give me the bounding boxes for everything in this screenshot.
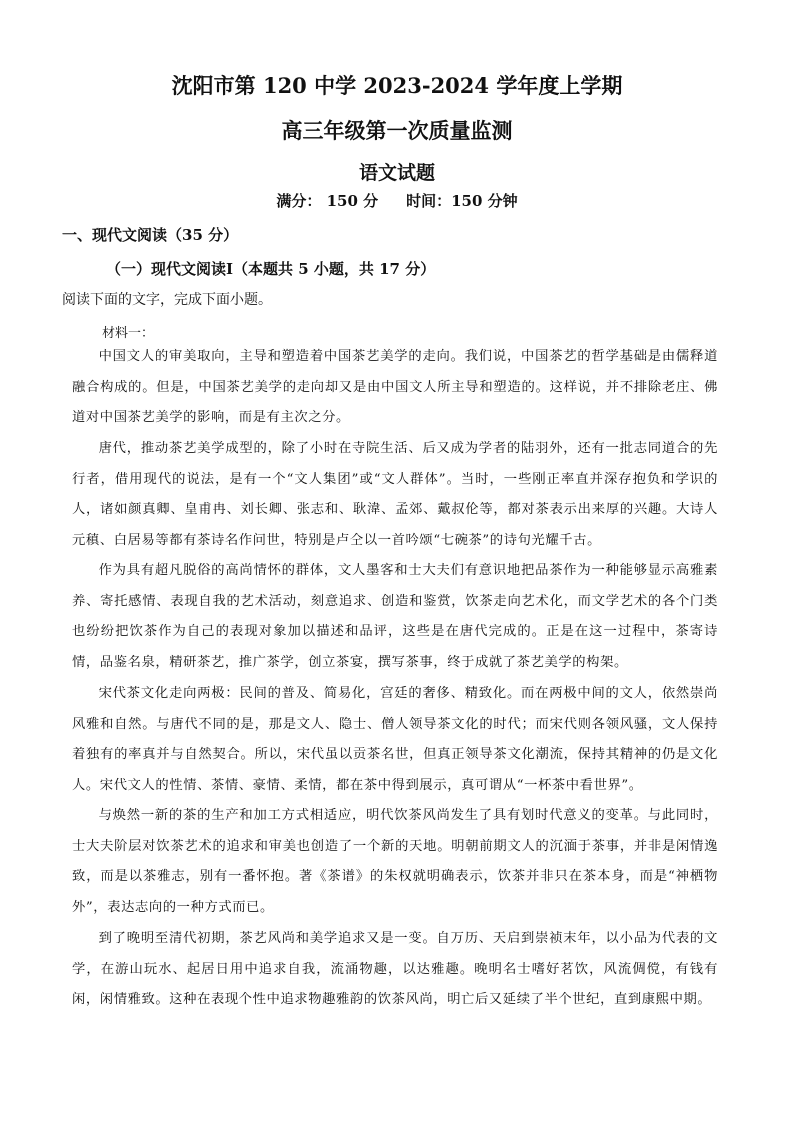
subject-title: 语文试题 bbox=[358, 162, 435, 184]
paragraph: 与焕然一新的茶的生产和加工方式相适应，明代饮茶风尚发生了具有划时代意义的变革。与此同时，士大夫阶层对饮茶艺术的追求和审美也创造了一个新的天地。明朝前期文人的沉湎于茶事，并非是闲情逸致，而是以茶雅志，别有一番怀抱。著《茶谱》的朱权就明确表示，饮茶并非只在茶本身，而是“神栖物外”，表达志向的一种方式而已。 bbox=[72, 808, 718, 915]
score-time-line bbox=[0, 190, 794, 211]
full-score: 满分： 150 分 bbox=[276, 192, 379, 210]
reading-instruction: 阅读下面的文字，完成下面小题。 bbox=[62, 292, 272, 308]
paragraph: 唐代，推动茶艺美学成型的，除了小时在寺院生活、后又成为学者的陆羽外，还有一批志同道合的先行者，借用现代的说法，是有一个“文人集团”或“文人群体”。当时，一些刚正率直并深存抱负和学识的人，诸如颜真卿、皇甫冉、刘长卿、张志和、耿湋、孟郊、戴叔伦等，都对茶表示出来厚的兴趣。大诗人元稹、白居易等都有茶诗名作问世，特别是卢仝以一首吟颂“七碗茶”的诗句光耀千古。 bbox=[72, 441, 718, 548]
paragraph: 到了晚明至清代初期，茶艺风尚和美学追求又是一变。自万历、天启到崇祯末年，以小品为代表的文学，在游山玩水、起居日用中追求自我，流涌物趣，以达雅趣。晚明名士嗜好茗饮，风流倜傥，有钱有闲，闲情雅致。这种在表现个性中追求物趣雅韵的饮茶风尚，明亡后又延续了半个世纪，直到康熙中期。 bbox=[72, 931, 718, 1008]
school-title: 沈阳市第 120 中学 2023-2024 学年度上学期 bbox=[171, 73, 623, 98]
exam-time: 时间：150 分钟 bbox=[406, 192, 518, 210]
paragraph: 中国文人的审美取向，主导和塑造着中国茶艺美学的走向。我们说，中国茶艺的哲学基础是由儒释道融合构成的。但是，中国茶艺美学的走向却又是由中国文人所主导和塑造的。这样说，并不排除老庄、佛道对中国茶艺美学的影响，而是有主次之分。 bbox=[72, 349, 718, 426]
exam-title: 高三年级第一次质量监测 bbox=[281, 118, 513, 143]
section-heading: 一、现代文阅读（35 分） bbox=[62, 226, 239, 244]
paragraph: 作为具有超凡脱俗的高尚情怀的群体，文人墨客和士大夫们有意识地把品茶作为一种能够显示高雅素养、寄托感情、表现自我的艺术活动，刻意追求、创造和鉴赏，饮茶走向艺术化，而文学艺术的各个门类也纷纷把饮茶作为自己的表现对象加以描述和品评，这些是在唐代完成的。正是在这一过程中，茶寄诗情，品鉴名泉，精研茶艺，推广茶学，创立茶宴，撰写茶事，终于成就了茶艺美学的构架。 bbox=[72, 563, 718, 670]
paragraph: 宋代茶文化走向两极：民间的普及、简易化，宫廷的奢侈、精致化。而在两极中间的文人，依然崇尚风雅和自然。与唐代不同的是，那是文人、隐士、僧人领导茶文化的时代；而宋代则各领风骚，文人保持着独有的率真并与自然契合。所以，宋代虽以贡茶名世，但真正领导茶文化潮流，保持其精神的仍是文化人。宋代文人的性情、茶情、豪情、柔情，都在茶中得到展示，真可谓从“一杯茶中看世界”。 bbox=[72, 686, 718, 793]
subsection-heading: （一）现代文阅读Ⅰ（本题共 5 小题，共 17 分） bbox=[106, 260, 436, 278]
material-label: 材料一： bbox=[102, 326, 155, 341]
